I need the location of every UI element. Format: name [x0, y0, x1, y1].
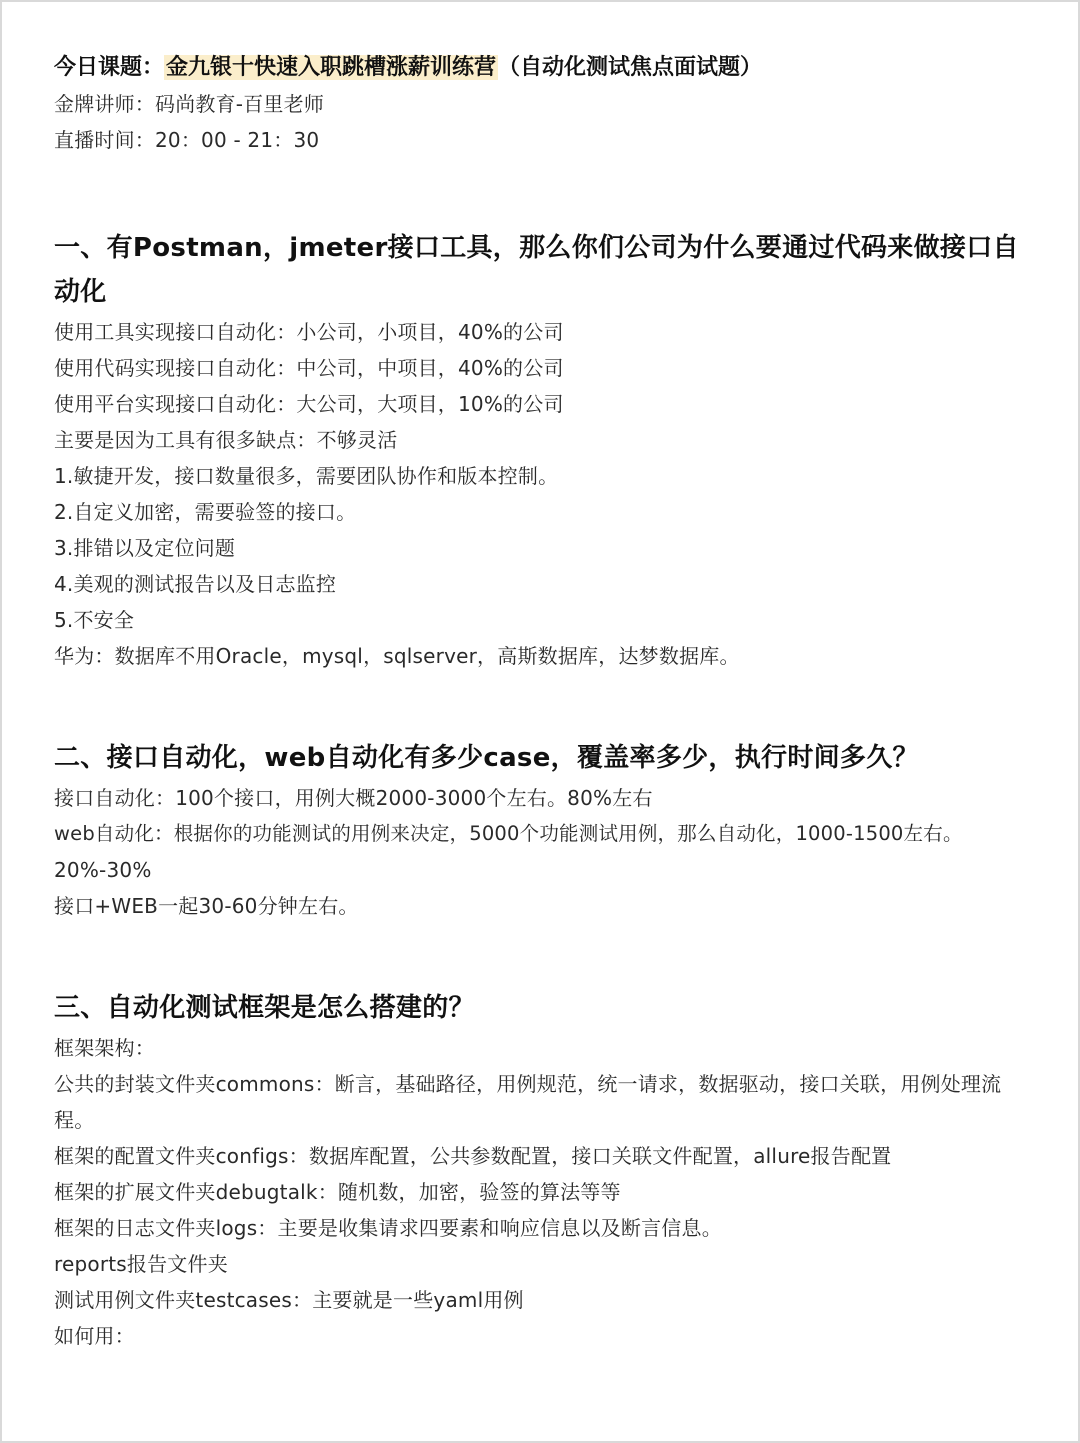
section-1-line: 使用代码实现接口自动化：中公司，中项目，40%的公司	[54, 356, 564, 380]
live-time-line: 直播时间：20：00 - 21：30	[54, 128, 320, 152]
section-2-line: 接口+WEB一起30-60分钟左右。	[54, 894, 359, 918]
section-1-line: 5.不安全	[54, 608, 135, 632]
section-2-heading: 二、接口自动化，web自动化有多少case，覆盖率多少，执行时间多久？	[54, 743, 919, 773]
lecturer-line: 金牌讲师：码尚教育-百里老师	[54, 92, 325, 116]
section-3-line: 测试用例文件夹testcases：主要就是一些yaml用例	[54, 1288, 524, 1312]
section-2-line: 20%-30%	[54, 858, 152, 882]
section-2-body	[54, 780, 1029, 924]
section-3-line: 公共的封装文件夹commons：断言，基础路径，用例规范，统一请求，数据驱动，接口关联，用例处理流程。	[54, 1072, 1002, 1132]
section-1-line: 1.敏捷开发，接口数量很多，需要团队协作和版本控制。	[54, 464, 559, 488]
course-title-highlight: 金九银十快速入职跳槽涨薪训练营	[166, 55, 497, 80]
section-3-line: 框架的扩展文件夹debugtalk：随机数，加密，验签的算法等等	[54, 1180, 621, 1204]
section-1-line: 使用工具实现接口自动化：小公司，小项目，40%的公司	[54, 320, 564, 344]
section-1-line: 使用平台实现接口自动化：大公司，大项目，10%的公司	[54, 392, 564, 416]
section-3-line: 框架的配置文件夹configs：数据库配置，公共参数配置，接口关联文件配置，allure报告配置	[54, 1144, 892, 1168]
section-1-line: 4.美观的测试报告以及日志监控	[54, 572, 337, 596]
section-2-line: 接口自动化：100个接口，用例大概2000-3000个左右。80%左右	[54, 786, 653, 810]
section-3-line: 框架架构：	[54, 1036, 155, 1060]
course-title-suffix: （自动化测试焦点面试题）	[498, 55, 763, 80]
course-title	[54, 50, 1029, 86]
section-3-heading: 三、自动化测试框架是怎么搭建的？	[54, 993, 475, 1023]
section-3-line: reports报告文件夹	[54, 1252, 228, 1276]
course-title-label: 今日课题：	[54, 55, 165, 80]
section-3-line: 框架的日志文件夹logs：主要是收集请求四要素和响应信息以及断言信息。	[54, 1216, 722, 1240]
section-2-line: web自动化：根据你的功能测试的用例来决定，5000个功能测试用例，那么自动化，1000-1500左右。	[54, 822, 963, 845]
section-1-line: 3.排错以及定位问题	[54, 536, 236, 560]
document-content	[54, 50, 1029, 1354]
section-3-line: 如何用：	[54, 1324, 135, 1348]
section-1-heading: 一、有Postman，jmeter接口工具，那么你们公司为什么要通过代码来做接口自动化	[54, 233, 1019, 307]
section-1-body	[54, 314, 1029, 674]
section-3-body	[54, 1030, 1029, 1354]
section-1-line: 华为：数据库不用Oracle，mysql，sqlserver，高斯数据库，达梦数据库。	[54, 644, 740, 668]
section-1-line: 2.自定义加密，需要验签的接口。	[54, 500, 357, 524]
section-1-line: 主要是因为工具有很多缺点：不够灵活	[54, 428, 398, 452]
